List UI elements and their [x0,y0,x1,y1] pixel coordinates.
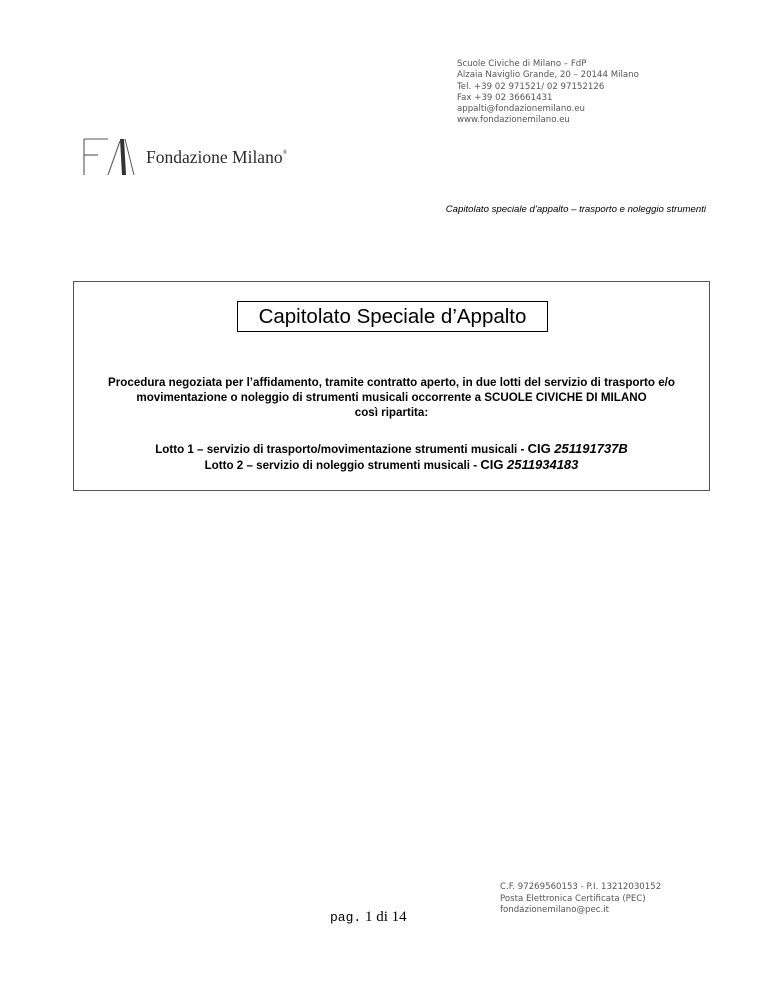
contact-line-phone: Tel. +39 02 971521/ 02 97152126 [457,81,605,92]
lot-2-cig-label: CIG [480,457,508,472]
lot-2-cig: 2511934183 [507,457,579,472]
procedure-line-3: così ripartita: [354,406,429,419]
lot-2-text: Lotto 2 – servizio di noleggio strumenti musicali - [204,459,481,472]
lot-1-cig-label: CIG [527,441,555,456]
registered-mark: ® [282,150,288,156]
contact-line-organization: Scuole Civiche di Milano – FdP [457,59,587,69]
contact-block [457,59,639,127]
procedure-line-1: Procedura negoziata per l’affidamento, tramite contratto aperto, in due lotti del servizio di trasporto e/o [108,376,675,389]
contact-line-website: www.fondazionemilano.eu [457,115,570,126]
fondazione-milano-logo [80,135,320,179]
fondazione-milano-monogram-icon [80,135,140,179]
footer-line-tax: C.F. 97269560153 - P.I. 13212030152 [500,882,662,892]
contact-line-fax: Fax +39 02 36661431 [457,92,553,103]
contact-line-address: Alzaia Naviglio Grande, 20 – 20144 Milano [457,70,639,81]
footer-line-pec-email: fondazionemilano@pec.it [500,905,610,915]
logo-wordmark [146,147,287,168]
logo-name-text: Fondazione Milano [146,147,283,167]
lot-1-text: Lotto 1 – servizio di trasporto/movimentazione strumenti musicali - [155,443,528,456]
running-header: Capitolato speciale d’appalto – trasporto e noleggio strumenti [445,204,706,215]
page-number [330,908,407,926]
contact-line-email: appalti@fondazionemilano.eu [457,104,585,115]
lot-1-cig: 251191737B [554,441,628,456]
procedure-line-2: movimentazione o noleggio di strumenti musicali occorrente a SCUOLE CIVICHE DI MILANO [136,391,647,404]
lot-2 [80,457,703,472]
procedure-description [80,375,703,420]
document-title: Capitolato Speciale d’Appalto [237,301,548,332]
lot-1 [80,441,703,456]
page-number-prefix: pag. [330,910,362,925]
footer-info [500,882,661,917]
footer-line-pec-label: Posta Elettronica Certificata (PEC) [500,893,646,904]
page-number-text: 1 di 14 [361,909,407,925]
